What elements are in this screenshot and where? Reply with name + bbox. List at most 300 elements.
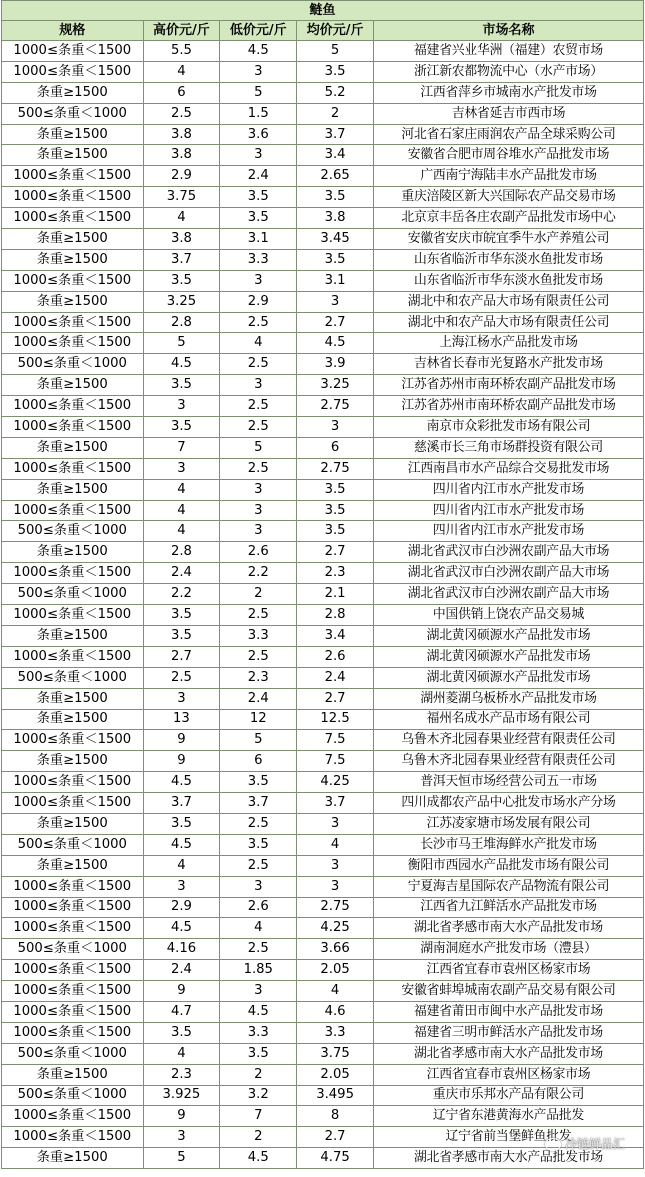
- cell-high-price: 2.5: [143, 667, 220, 688]
- cell-market-name: 湖北省武汉市白沙洲农副产品大市场: [374, 584, 644, 605]
- cell-market-name: 重庆市乐邦水产品有限公司: [374, 1085, 644, 1106]
- cell-market-name: 湖北中和农产品大市场有限责任公司: [374, 312, 644, 333]
- cell-avg-price: 3.5: [297, 479, 374, 500]
- table-row: [2, 61, 644, 82]
- table-row: [2, 709, 644, 730]
- cell-low-price: 6: [220, 751, 297, 772]
- cell-market-name: 江西省宜春市袁州区杨家市场: [374, 1064, 644, 1085]
- cell-spec: 条重≥1500: [2, 437, 144, 458]
- cell-avg-price: 3.7: [297, 124, 374, 145]
- cell-market-name: 江西南昌市水产品综合交易批发市场: [374, 458, 644, 479]
- cell-spec: 1000≤条重＜1500: [2, 187, 144, 208]
- cell-high-price: 3: [143, 688, 220, 709]
- cell-avg-price: 8: [297, 1106, 374, 1127]
- cell-low-price: 2.4: [220, 166, 297, 187]
- cell-spec: 1000≤条重＜1500: [2, 1001, 144, 1022]
- cell-low-price: 3.3: [220, 625, 297, 646]
- watermark: [545, 1135, 625, 1152]
- cell-low-price: 3.5: [220, 187, 297, 208]
- cell-avg-price: 3.9: [297, 354, 374, 375]
- cell-low-price: 2.6: [220, 542, 297, 563]
- cell-high-price: 3.5: [143, 270, 220, 291]
- table-title: 鲢鱼: [2, 1, 644, 21]
- cell-market-name: 江西省萍乡市城南水产批发市场: [374, 82, 644, 103]
- cell-high-price: 2.4: [143, 960, 220, 981]
- cell-market-name: 辽宁省前当堡鲜鱼批发: [374, 1127, 644, 1148]
- cell-market-name: 湖北省孝感市南大水产品批发市场: [374, 1043, 644, 1064]
- cell-avg-price: 4.5: [297, 333, 374, 354]
- cell-high-price: 2.8: [143, 542, 220, 563]
- cell-avg-price: 3.495: [297, 1085, 374, 1106]
- cell-market-name: 山东省临沂市华东淡水鱼批发市场: [374, 249, 644, 270]
- cell-low-price: 4.5: [220, 41, 297, 62]
- table-row: [2, 354, 644, 375]
- table-row: [2, 542, 644, 563]
- table-row: [2, 270, 644, 291]
- table-row: [2, 751, 644, 772]
- cell-low-price: 2.3: [220, 667, 297, 688]
- cell-high-price: 5: [143, 1148, 220, 1169]
- cell-high-price: 5.5: [143, 41, 220, 62]
- cell-spec: 500≤条重＜1000: [2, 939, 144, 960]
- cell-low-price: 3.3: [220, 1022, 297, 1043]
- cell-spec: 500≤条重＜1000: [2, 1043, 144, 1064]
- header-high-price: 高价元/斤: [143, 21, 220, 41]
- table-row: [2, 208, 644, 229]
- table-row: [2, 1022, 644, 1043]
- cell-spec: 1000≤条重＜1500: [2, 646, 144, 667]
- cell-low-price: 3: [220, 876, 297, 897]
- cell-low-price: 5: [220, 82, 297, 103]
- cell-spec: 1000≤条重＜1500: [2, 793, 144, 814]
- table-row: [2, 584, 644, 605]
- table-row: [2, 730, 644, 751]
- table-row: [2, 124, 644, 145]
- header-market-name: 市场名称: [374, 21, 644, 41]
- cell-avg-price: 3.3: [297, 1022, 374, 1043]
- cell-low-price: 2.5: [220, 646, 297, 667]
- cell-high-price: 3.5: [143, 1022, 220, 1043]
- cell-high-price: 13: [143, 709, 220, 730]
- cell-low-price: 2: [220, 1064, 297, 1085]
- cell-low-price: 2.5: [220, 312, 297, 333]
- cell-high-price: 3.5: [143, 375, 220, 396]
- cell-spec: 条重≥1500: [2, 855, 144, 876]
- cell-avg-price: 3.7: [297, 793, 374, 814]
- cell-avg-price: 12.5: [297, 709, 374, 730]
- cell-market-name: 安徽省安庆市皖宜季牛水产养殖公司: [374, 229, 644, 250]
- cell-avg-price: 5: [297, 41, 374, 62]
- cell-spec: 1000≤条重＜1500: [2, 1127, 144, 1148]
- cell-spec: 1000≤条重＜1500: [2, 981, 144, 1002]
- cell-high-price: 2.9: [143, 897, 220, 918]
- cell-spec: 1000≤条重＜1500: [2, 605, 144, 626]
- cell-high-price: 3.8: [143, 145, 220, 166]
- cell-low-price: 2.5: [220, 855, 297, 876]
- cell-high-price: 4: [143, 208, 220, 229]
- cell-high-price: 4.16: [143, 939, 220, 960]
- cell-avg-price: 2.75: [297, 897, 374, 918]
- cell-spec: 1000≤条重＜1500: [2, 333, 144, 354]
- cell-market-name: 湖北省孝感市南大水产品批发市场: [374, 1148, 644, 1169]
- cell-high-price: 3: [143, 876, 220, 897]
- cell-spec: 条重≥1500: [2, 1148, 144, 1169]
- cell-avg-price: 2: [297, 103, 374, 124]
- cell-low-price: 12: [220, 709, 297, 730]
- cell-high-price: 4.5: [143, 354, 220, 375]
- cell-low-price: 2.5: [220, 605, 297, 626]
- cell-high-price: 2.8: [143, 312, 220, 333]
- cell-high-price: 3: [143, 458, 220, 479]
- cell-spec: 条重≥1500: [2, 145, 144, 166]
- table-row: [2, 981, 644, 1002]
- table-row: [2, 855, 644, 876]
- table-row: [2, 1043, 644, 1064]
- cell-low-price: 3: [220, 270, 297, 291]
- cell-high-price: 9: [143, 1106, 220, 1127]
- cell-high-price: 3.5: [143, 605, 220, 626]
- table-row: [2, 667, 644, 688]
- cell-market-name: 吉林省延吉市西市场: [374, 103, 644, 124]
- table-row: [2, 166, 644, 187]
- cell-avg-price: 7.5: [297, 751, 374, 772]
- cell-avg-price: 4.75: [297, 1148, 374, 1169]
- cell-high-price: 3: [143, 396, 220, 417]
- cell-spec: 500≤条重＜1000: [2, 521, 144, 542]
- cell-low-price: 1.5: [220, 103, 297, 124]
- table-row: [2, 521, 644, 542]
- header-row: [2, 21, 644, 41]
- table-row: [2, 772, 644, 793]
- cell-avg-price: 3: [297, 417, 374, 438]
- cell-spec: 1000≤条重＜1500: [2, 772, 144, 793]
- watermark-text: 冷链鲜品汇: [564, 1137, 625, 1151]
- cell-spec: 500≤条重＜1000: [2, 667, 144, 688]
- cell-avg-price: 3: [297, 876, 374, 897]
- cell-low-price: 3: [220, 375, 297, 396]
- cell-market-name: 江苏省苏州市南环桥农副产品批发市场: [374, 375, 644, 396]
- cell-market-name: 四川成都农产品中心批发市场水产分场: [374, 793, 644, 814]
- cell-market-name: 湖州菱湖乌板桥水产品批发市场: [374, 688, 644, 709]
- table-row: [2, 625, 644, 646]
- cell-low-price: 7: [220, 1106, 297, 1127]
- table-row: [2, 229, 644, 250]
- cell-low-price: 3.2: [220, 1085, 297, 1106]
- cell-high-price: 2.2: [143, 584, 220, 605]
- cell-high-price: 3.7: [143, 793, 220, 814]
- cell-low-price: 4.5: [220, 1148, 297, 1169]
- table-row: [2, 605, 644, 626]
- table-row: [2, 876, 644, 897]
- cell-market-name: 湖北黄冈硕源水产品批发市场: [374, 625, 644, 646]
- cell-low-price: 3: [220, 521, 297, 542]
- cell-high-price: 4.5: [143, 918, 220, 939]
- table-row: [2, 646, 644, 667]
- cell-low-price: 1.85: [220, 960, 297, 981]
- cell-low-price: 4.5: [220, 1001, 297, 1022]
- cell-avg-price: 2.4: [297, 667, 374, 688]
- cell-high-price: 7: [143, 437, 220, 458]
- cell-high-price: 4.7: [143, 1001, 220, 1022]
- cell-low-price: 3.6: [220, 124, 297, 145]
- table-row: [2, 793, 644, 814]
- cell-avg-price: 5.2: [297, 82, 374, 103]
- table-row: [2, 479, 644, 500]
- cell-low-price: 3: [220, 500, 297, 521]
- cell-high-price: 4.5: [143, 834, 220, 855]
- table-row: [2, 458, 644, 479]
- cell-low-price: 2: [220, 584, 297, 605]
- table-row: [2, 960, 644, 981]
- cell-market-name: 江西省宜春市袁州区杨家市场: [374, 960, 644, 981]
- cell-high-price: 2.3: [143, 1064, 220, 1085]
- cell-high-price: 2.7: [143, 646, 220, 667]
- cell-low-price: 3: [220, 61, 297, 82]
- cell-high-price: 4: [143, 1043, 220, 1064]
- cell-avg-price: 4.25: [297, 772, 374, 793]
- cell-avg-price: 3.1: [297, 270, 374, 291]
- cell-spec: 条重≥1500: [2, 688, 144, 709]
- cell-market-name: 河北省石家庄雨润农产品全球采购公司: [374, 124, 644, 145]
- cell-spec: 条重≥1500: [2, 291, 144, 312]
- cell-avg-price: 2.7: [297, 312, 374, 333]
- cell-avg-price: 3.5: [297, 500, 374, 521]
- cell-spec: 1000≤条重＜1500: [2, 396, 144, 417]
- table-row: [2, 1106, 644, 1127]
- cell-avg-price: 3.45: [297, 229, 374, 250]
- cell-avg-price: 4: [297, 981, 374, 1002]
- table-row: [2, 103, 644, 124]
- cell-low-price: 3.5: [220, 1043, 297, 1064]
- cell-high-price: 3.7: [143, 249, 220, 270]
- cell-high-price: 3.75: [143, 187, 220, 208]
- cell-low-price: 2.4: [220, 688, 297, 709]
- cell-spec: 1000≤条重＜1500: [2, 166, 144, 187]
- cell-spec: 500≤条重＜1000: [2, 1085, 144, 1106]
- cell-market-name: 四川省内江市水产批发市场: [374, 479, 644, 500]
- cell-spec: 1000≤条重＜1500: [2, 960, 144, 981]
- table-row: [2, 187, 644, 208]
- cell-high-price: 9: [143, 751, 220, 772]
- cell-high-price: 2.9: [143, 166, 220, 187]
- cell-spec: 1000≤条重＜1500: [2, 730, 144, 751]
- title-row: [2, 1, 644, 21]
- cell-spec: 1000≤条重＜1500: [2, 312, 144, 333]
- cell-spec: 1000≤条重＜1500: [2, 563, 144, 584]
- cell-market-name: 乌鲁木齐北园春果业经营有限责任公司: [374, 751, 644, 772]
- cell-avg-price: 2.75: [297, 458, 374, 479]
- cell-avg-price: 3.25: [297, 375, 374, 396]
- cell-avg-price: 2.7: [297, 688, 374, 709]
- cell-market-name: 湖北省武汉市白沙洲农副产品大市场: [374, 542, 644, 563]
- cell-market-name: 福建省三明市鲜活水产品批发市场: [374, 1022, 644, 1043]
- cell-high-price: 4: [143, 500, 220, 521]
- table-row: [2, 500, 644, 521]
- table-row: [2, 918, 644, 939]
- table-row: [2, 249, 644, 270]
- cell-high-price: 5: [143, 333, 220, 354]
- table-row: [2, 312, 644, 333]
- cell-market-name: 湖南洞庭水产批发市场（澧县）: [374, 939, 644, 960]
- cell-high-price: 4: [143, 479, 220, 500]
- cell-low-price: 4: [220, 333, 297, 354]
- cell-market-name: 普洱天恒市场经营公司五一市场: [374, 772, 644, 793]
- cell-high-price: 3.25: [143, 291, 220, 312]
- cell-low-price: 3.5: [220, 834, 297, 855]
- cell-market-name: 湖北省武汉市白沙洲农副产品大市场: [374, 563, 644, 584]
- cell-market-name: 福州名成水产品市场有限公司: [374, 709, 644, 730]
- cell-market-name: 乌鲁木齐北园春果业经营有限责任公司: [374, 730, 644, 751]
- table-row: [2, 563, 644, 584]
- cell-low-price: 3.1: [220, 229, 297, 250]
- table-row: [2, 897, 644, 918]
- cell-market-name: 湖北黄冈硕源水产品批发市场: [374, 667, 644, 688]
- cell-low-price: 2.5: [220, 354, 297, 375]
- cell-avg-price: 2.05: [297, 960, 374, 981]
- cell-market-name: 安徽省合肥市周谷堆水产品批发市场: [374, 145, 644, 166]
- cell-low-price: 2.5: [220, 813, 297, 834]
- cell-spec: 1000≤条重＜1500: [2, 41, 144, 62]
- cell-high-price: 3.5: [143, 625, 220, 646]
- cell-spec: 条重≥1500: [2, 229, 144, 250]
- table-row: [2, 834, 644, 855]
- cell-market-name: 安徽省蚌埠城南农副产品交易有限公司: [374, 981, 644, 1002]
- cell-spec: 条重≥1500: [2, 375, 144, 396]
- cell-market-name: 江苏省苏州市南环桥农副产品批发市场: [374, 396, 644, 417]
- cell-high-price: 3.8: [143, 124, 220, 145]
- cell-avg-price: 4.25: [297, 918, 374, 939]
- cell-avg-price: 2.7: [297, 1127, 374, 1148]
- cell-market-name: 北京京丰岳各庄农副产品批发市场中心: [374, 208, 644, 229]
- table-row: [2, 145, 644, 166]
- cell-high-price: 4: [143, 61, 220, 82]
- cell-avg-price: 3.4: [297, 145, 374, 166]
- cell-low-price: 5: [220, 437, 297, 458]
- cell-low-price: 3.5: [220, 208, 297, 229]
- cell-spec: 1000≤条重＜1500: [2, 918, 144, 939]
- cell-market-name: 湖北省孝感市南大水产品批发市场: [374, 918, 644, 939]
- cell-market-name: 辽宁省东港黄海水产品批发: [374, 1106, 644, 1127]
- cell-avg-price: 3.5: [297, 61, 374, 82]
- cell-market-name: 福建省莆田市闽中水产品批发市场: [374, 1001, 644, 1022]
- table-row: [2, 813, 644, 834]
- cell-market-name: 慈溪市长三角市场群投资有限公司: [374, 437, 644, 458]
- cell-spec: 1000≤条重＜1500: [2, 61, 144, 82]
- cell-avg-price: 2.1: [297, 584, 374, 605]
- cell-market-name: 广西南宁海陆丰水产品批发市场: [374, 166, 644, 187]
- cell-spec: 条重≥1500: [2, 479, 144, 500]
- cell-spec: 1000≤条重＜1500: [2, 458, 144, 479]
- header-low-price: 低价元/斤: [220, 21, 297, 41]
- cell-spec: 条重≥1500: [2, 542, 144, 563]
- cell-market-name: 南京市众彩批发市场有限公司: [374, 417, 644, 438]
- cell-high-price: 9: [143, 730, 220, 751]
- cell-low-price: 3: [220, 479, 297, 500]
- cell-spec: 1000≤条重＜1500: [2, 897, 144, 918]
- cell-avg-price: 4: [297, 834, 374, 855]
- cell-avg-price: 6: [297, 437, 374, 458]
- cell-market-name: 吉林省长春市光复路水产批发市场: [374, 354, 644, 375]
- cell-low-price: 3.5: [220, 772, 297, 793]
- cell-high-price: 3: [143, 1127, 220, 1148]
- cell-spec: 条重≥1500: [2, 625, 144, 646]
- cell-avg-price: 3.5: [297, 249, 374, 270]
- cell-market-name: 江西省九江鲜活水产品批发市场: [374, 897, 644, 918]
- cell-avg-price: 3: [297, 813, 374, 834]
- cell-high-price: 4.5: [143, 772, 220, 793]
- cell-avg-price: 4.6: [297, 1001, 374, 1022]
- cell-avg-price: 3.4: [297, 625, 374, 646]
- cell-market-name: 中国供销上饶农产品交易城: [374, 605, 644, 626]
- table-row: [2, 1001, 644, 1022]
- table-row: [2, 82, 644, 103]
- cell-market-name: 长沙市马王堆海鲜水产批发市场: [374, 834, 644, 855]
- cell-avg-price: 3.8: [297, 208, 374, 229]
- cell-spec: 1000≤条重＜1500: [2, 876, 144, 897]
- cell-avg-price: 3.5: [297, 521, 374, 542]
- cell-low-price: 2.2: [220, 563, 297, 584]
- cell-spec: 500≤条重＜1000: [2, 834, 144, 855]
- cell-market-name: 湖北中和农产品大市场有限责任公司: [374, 291, 644, 312]
- cell-spec: 条重≥1500: [2, 249, 144, 270]
- header-avg-price: 均价元/斤: [297, 21, 374, 41]
- cell-avg-price: 2.6: [297, 646, 374, 667]
- cell-market-name: 重庆涪陵区新大兴国际农产品交易市场: [374, 187, 644, 208]
- cell-avg-price: 3.5: [297, 187, 374, 208]
- cell-high-price: 3.8: [143, 229, 220, 250]
- cell-market-name: 山东省临沂市华东淡水鱼批发市场: [374, 270, 644, 291]
- cell-high-price: 4: [143, 521, 220, 542]
- cell-spec: 条重≥1500: [2, 751, 144, 772]
- cell-market-name: 四川省内江市水产批发市场: [374, 521, 644, 542]
- cell-spec: 1000≤条重＜1500: [2, 208, 144, 229]
- cell-avg-price: 2.05: [297, 1064, 374, 1085]
- cell-spec: 1000≤条重＜1500: [2, 1022, 144, 1043]
- table-row: [2, 333, 644, 354]
- cell-spec: 500≤条重＜1000: [2, 354, 144, 375]
- cell-high-price: 3.5: [143, 813, 220, 834]
- cell-high-price: 9: [143, 981, 220, 1002]
- cell-spec: 条重≥1500: [2, 82, 144, 103]
- cell-market-name: 上海江杨水产品批发市场: [374, 333, 644, 354]
- cell-low-price: 2.5: [220, 417, 297, 438]
- cell-low-price: 2.5: [220, 458, 297, 479]
- cell-avg-price: 2.3: [297, 563, 374, 584]
- table-row: [2, 291, 644, 312]
- cell-market-name: 宁夏海吉星国际农产品物流有限公司: [374, 876, 644, 897]
- cell-low-price: 2.9: [220, 291, 297, 312]
- cell-market-name: 湖北黄冈硕源水产品批发市场: [374, 646, 644, 667]
- cell-market-name: 四川省内江市水产批发市场: [374, 500, 644, 521]
- cell-low-price: 4: [220, 918, 297, 939]
- cell-avg-price: 2.65: [297, 166, 374, 187]
- cell-market-name: 浙江新农都物流中心（水产市场）: [374, 61, 644, 82]
- table-row: [2, 939, 644, 960]
- table-row: [2, 375, 644, 396]
- cell-avg-price: 7.5: [297, 730, 374, 751]
- header-spec: 规格: [2, 21, 144, 41]
- cell-high-price: 3.925: [143, 1085, 220, 1106]
- cell-avg-price: 2.8: [297, 605, 374, 626]
- table-row: [2, 688, 644, 709]
- cell-high-price: 2.4: [143, 563, 220, 584]
- table-row: [2, 1085, 644, 1106]
- cell-market-name: 衡阳市西园水产品批发市场有限公司: [374, 855, 644, 876]
- cell-low-price: 2: [220, 1127, 297, 1148]
- wechat-icon: [545, 1138, 561, 1151]
- table-row: [2, 437, 644, 458]
- cell-spec: 条重≥1500: [2, 709, 144, 730]
